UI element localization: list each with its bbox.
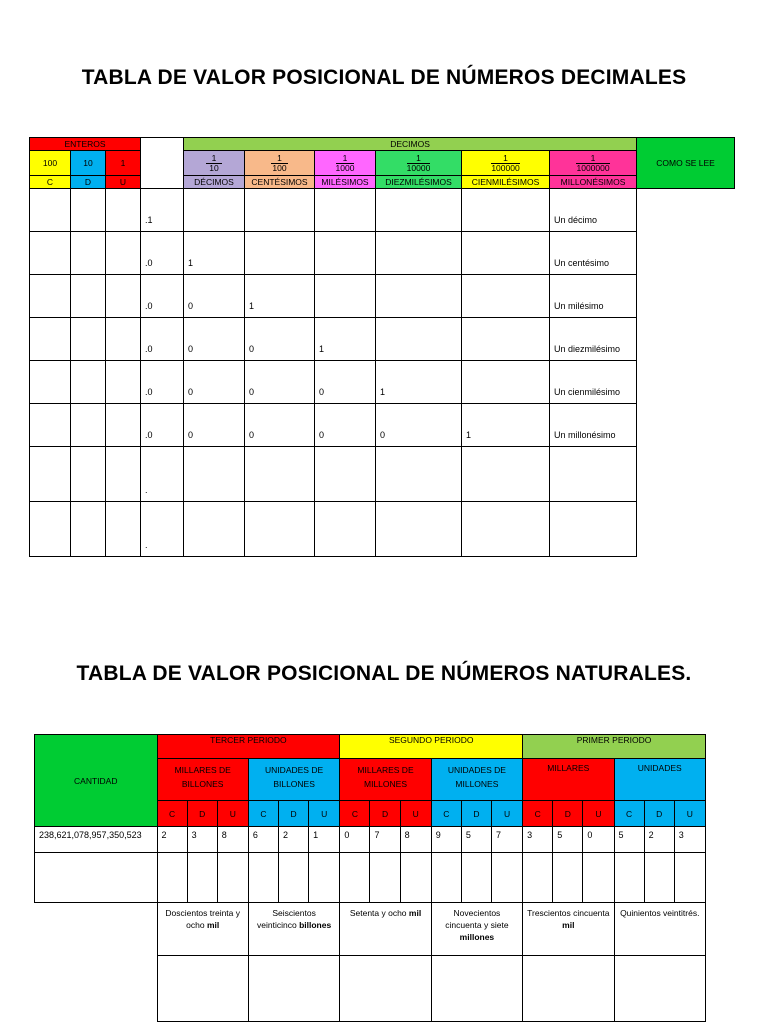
- place-letter: D: [187, 801, 217, 827]
- empty-digit-cell: [370, 853, 400, 903]
- enteros-cell: [106, 232, 141, 275]
- decimal-cell: [245, 447, 315, 502]
- digit-cell: 2: [157, 827, 187, 853]
- group-reading-cell: Seiscientos veinticinco billones: [248, 903, 339, 956]
- decimal-cell: 0: [315, 404, 376, 447]
- decimal-cell: [245, 232, 315, 275]
- place-letter: D: [461, 801, 491, 827]
- decimal-cell: 0: [184, 318, 245, 361]
- decimal-cell: [245, 189, 315, 232]
- decimal-row: [30, 232, 735, 275]
- decimal-place-value-table: [29, 137, 735, 557]
- decimal-row: [30, 502, 735, 557]
- fraction-tenths: $\frac{1}{10}$: [184, 151, 245, 176]
- empty-reading-cell: [523, 956, 614, 1022]
- decimal-row: [30, 318, 735, 361]
- enteros-value-1: 1: [106, 151, 141, 176]
- digit-cell: 7: [370, 827, 400, 853]
- decimal-cell: 1: [245, 275, 315, 318]
- group-unidades-de-millones: UNIDADES DE MILLONES: [431, 759, 522, 801]
- decimal-cell: [315, 189, 376, 232]
- digit-cell: 8: [400, 827, 431, 853]
- decimal-cell: .0: [141, 275, 184, 318]
- place-letter: C: [248, 801, 278, 827]
- natural-table-title: TABLA DE VALOR POSICIONAL DE NÚMEROS NATURALES.: [76, 662, 692, 685]
- place-letter: D: [370, 801, 400, 827]
- place-letter: D: [644, 801, 674, 827]
- decimal-cell: [462, 447, 550, 502]
- empty-digit-cell: [523, 853, 553, 903]
- decimal-cell: [184, 189, 245, 232]
- empty-digit-cell: [217, 853, 248, 903]
- fraction-hundred-thousandths: $\frac{1}{100000}$: [462, 151, 550, 176]
- digit-cell: 9: [431, 827, 461, 853]
- place-letter: C: [157, 801, 187, 827]
- enteros-cell: [106, 318, 141, 361]
- enteros-letter-c: C: [30, 176, 71, 189]
- name-centesimos: CENTÉSIMOS: [245, 176, 315, 189]
- reading-cell: [550, 502, 637, 557]
- reading-cell: Un centésimo: [550, 232, 637, 275]
- place-letter: U: [583, 801, 614, 827]
- digit-cell: 5: [553, 827, 583, 853]
- enteros-cell: [71, 318, 106, 361]
- enteros-cell: [106, 502, 141, 557]
- empty-reading-cell: [157, 956, 248, 1022]
- decimal-row: [30, 189, 735, 232]
- group-unidades: UNIDADES: [614, 759, 706, 801]
- place-letter: C: [523, 801, 553, 827]
- decimal-cell: [376, 318, 462, 361]
- decimal-row: [30, 447, 735, 502]
- como-se-lee-header: COMO SE LEE: [637, 138, 735, 189]
- decimal-cell: 0: [184, 404, 245, 447]
- decimal-cell: 0: [245, 404, 315, 447]
- decimal-cell: [315, 502, 376, 557]
- decimal-cell: [462, 502, 550, 557]
- place-letter: U: [491, 801, 522, 827]
- group-reading-cell: Doscientos treinta y ocho mil: [157, 903, 248, 956]
- name-cienmilesimos: CIENMILÉSIMOS: [462, 176, 550, 189]
- decimal-row: [30, 275, 735, 318]
- fraction-ten-thousandths: $\frac{1}{10000}$: [376, 151, 462, 176]
- enteros-cell: [30, 318, 71, 361]
- digit-cell: 2: [279, 827, 309, 853]
- group-millares: MILLARES: [523, 759, 614, 801]
- digit-cell: 3: [674, 827, 705, 853]
- enteros-cell: [71, 275, 106, 318]
- digit-cell: 0: [340, 827, 370, 853]
- empty-digit-cell: [491, 853, 522, 903]
- enteros-cell: [106, 361, 141, 404]
- fraction-millionths: $\frac{1}{1000000}$: [550, 151, 637, 176]
- enteros-cell: [30, 275, 71, 318]
- decimal-cell: [376, 447, 462, 502]
- decimal-cell: .: [141, 447, 184, 502]
- empty-digit-cell: [187, 853, 217, 903]
- reading-cell: Un cienmilésimo: [550, 361, 637, 404]
- enteros-cell: [30, 361, 71, 404]
- decimal-cell: 0: [245, 361, 315, 404]
- decimal-cell: .: [141, 502, 184, 557]
- decimal-cell: [462, 275, 550, 318]
- cantidad-header: CANTIDAD: [35, 735, 158, 827]
- punto-decimal-column: [141, 138, 184, 189]
- decimal-cell: .0: [141, 232, 184, 275]
- decimal-cell: 0: [376, 404, 462, 447]
- empty-digit-cell: [431, 853, 461, 903]
- digit-cell: 7: [491, 827, 522, 853]
- enteros-value-10: 10: [71, 151, 106, 176]
- decimal-cell: 1: [462, 404, 550, 447]
- empty-digit-cell: [248, 853, 278, 903]
- enteros-cell: [71, 447, 106, 502]
- empty-digit-cell: [674, 853, 705, 903]
- enteros-cell: [30, 447, 71, 502]
- decimal-cell: [462, 232, 550, 275]
- digit-cell: 8: [217, 827, 248, 853]
- segundo-periodo-header: SEGUNDO PERIODO: [340, 735, 523, 759]
- enteros-cell: [71, 502, 106, 557]
- decimal-cell: [184, 447, 245, 502]
- decimal-cell: [376, 275, 462, 318]
- empty-digit-cell: [553, 853, 583, 903]
- empty-reading-cell: [614, 956, 706, 1022]
- decimal-cell: 0: [184, 361, 245, 404]
- reading-cell: [550, 447, 637, 502]
- decimal-cell: .0: [141, 404, 184, 447]
- decimal-cell: [462, 189, 550, 232]
- empty-digit-cell: [644, 853, 674, 903]
- digit-cell: 0: [583, 827, 614, 853]
- decimal-cell: 1: [315, 318, 376, 361]
- decimal-cell: [184, 502, 245, 557]
- decimal-cell: .1: [141, 189, 184, 232]
- enteros-cell: [71, 232, 106, 275]
- empty-digit-cell: [583, 853, 614, 903]
- place-letter: U: [674, 801, 705, 827]
- group-unidades-de-billones: UNIDADES DE BILLONES: [248, 759, 339, 801]
- decimal-cell: [315, 232, 376, 275]
- enteros-cell: [106, 404, 141, 447]
- decimal-cell: [315, 275, 376, 318]
- empty-digit-cell: [157, 853, 187, 903]
- name-millonesimos: MILLONÉSIMOS: [550, 176, 637, 189]
- enteros-cell: [106, 189, 141, 232]
- reading-cell: Un décimo: [550, 189, 637, 232]
- decimos-header: DECIMOS: [184, 138, 637, 151]
- empty-digit-cell: [400, 853, 431, 903]
- decimal-cell: [462, 318, 550, 361]
- group-millares-de-millones: MILLARES DE MILLONES: [340, 759, 431, 801]
- fraction-hundredths: $\frac{1}{100}$: [245, 151, 315, 176]
- empty-digit-cell: [279, 853, 309, 903]
- natural-place-value-table: [34, 734, 706, 1022]
- reading-cell: Un diezmilésimo: [550, 318, 637, 361]
- group-reading-cell: Quinientos veintitrés.: [614, 903, 706, 956]
- decimal-cell: .0: [141, 318, 184, 361]
- decimal-cell: [462, 361, 550, 404]
- digit-cell: 3: [187, 827, 217, 853]
- decimal-cell: 0: [315, 361, 376, 404]
- decimal-row: [30, 404, 735, 447]
- name-decimos: DÉCIMOS: [184, 176, 245, 189]
- primer-periodo-header: PRIMER PERIODO: [523, 735, 706, 759]
- quantity-cell: 238,621,078,957,350,523: [35, 827, 158, 853]
- enteros-cell: [106, 447, 141, 502]
- empty-reading-cell: [340, 956, 431, 1022]
- enteros-cell: [71, 361, 106, 404]
- place-letter: C: [614, 801, 644, 827]
- group-reading-cell: Trescientos cincuenta mil: [523, 903, 614, 956]
- empty-digit-cell: [461, 853, 491, 903]
- enteros-value-100: 100: [30, 151, 71, 176]
- empty-reading-cell: [431, 956, 522, 1022]
- place-letter: C: [340, 801, 370, 827]
- place-letter: C: [431, 801, 461, 827]
- tercer-periodo-header: TERCER PERIODO: [157, 735, 340, 759]
- decimal-cell: [245, 502, 315, 557]
- digit-cell: 3: [523, 827, 553, 853]
- group-reading-cell: Novecientos cincuenta y siete millones: [431, 903, 522, 956]
- empty-quantity-cell: [35, 853, 158, 903]
- group-millares-de-billones: MILLARES DE BILLONES: [157, 759, 248, 801]
- decimal-cell: 1: [376, 361, 462, 404]
- enteros-cell: [30, 404, 71, 447]
- decimal-table-title: TABLA DE VALOR POSICIONAL DE NÚMEROS DECIMALES: [81, 66, 687, 89]
- group-reading-cell: Setenta y ocho mil: [340, 903, 431, 956]
- enteros-cell: [30, 502, 71, 557]
- reading-cell: Un milésimo: [550, 275, 637, 318]
- reading-cell: Un millonésimo: [550, 404, 637, 447]
- name-milesimos: MILÉSIMOS: [315, 176, 376, 189]
- enteros-cell: [106, 275, 141, 318]
- decimal-cell: 0: [245, 318, 315, 361]
- empty-digit-cell: [614, 853, 644, 903]
- enteros-header: ENTEROS: [30, 138, 141, 151]
- enteros-cell: [30, 232, 71, 275]
- decimal-cell: .0: [141, 361, 184, 404]
- decimal-cell: [315, 447, 376, 502]
- empty-reading-cell: [248, 956, 339, 1022]
- empty-digit-cell: [309, 853, 340, 903]
- fraction-thousandths: $\frac{1}{1000}$: [315, 151, 376, 176]
- place-letter: U: [400, 801, 431, 827]
- enteros-letter-d: D: [71, 176, 106, 189]
- decimal-cell: 0: [184, 275, 245, 318]
- place-letter: D: [279, 801, 309, 827]
- digit-cell: 5: [614, 827, 644, 853]
- digit-cell: 6: [248, 827, 278, 853]
- decimal-cell: [376, 189, 462, 232]
- digit-cell: 2: [644, 827, 674, 853]
- blank-cell: [35, 903, 158, 956]
- name-diezmilesimos: DIEZMILÉSIMOS: [376, 176, 462, 189]
- empty-digit-cell: [340, 853, 370, 903]
- decimal-row: [30, 361, 735, 404]
- enteros-cell: [71, 189, 106, 232]
- place-letter: D: [553, 801, 583, 827]
- place-letter: U: [217, 801, 248, 827]
- blank-cell: [35, 956, 158, 1022]
- enteros-cell: [30, 189, 71, 232]
- place-letter: U: [309, 801, 340, 827]
- decimal-cell: [376, 502, 462, 557]
- decimal-cell: [376, 232, 462, 275]
- decimal-cell: 1: [184, 232, 245, 275]
- digit-cell: 1: [309, 827, 340, 853]
- enteros-letter-u: U: [106, 176, 141, 189]
- digit-cell: 5: [461, 827, 491, 853]
- enteros-cell: [71, 404, 106, 447]
